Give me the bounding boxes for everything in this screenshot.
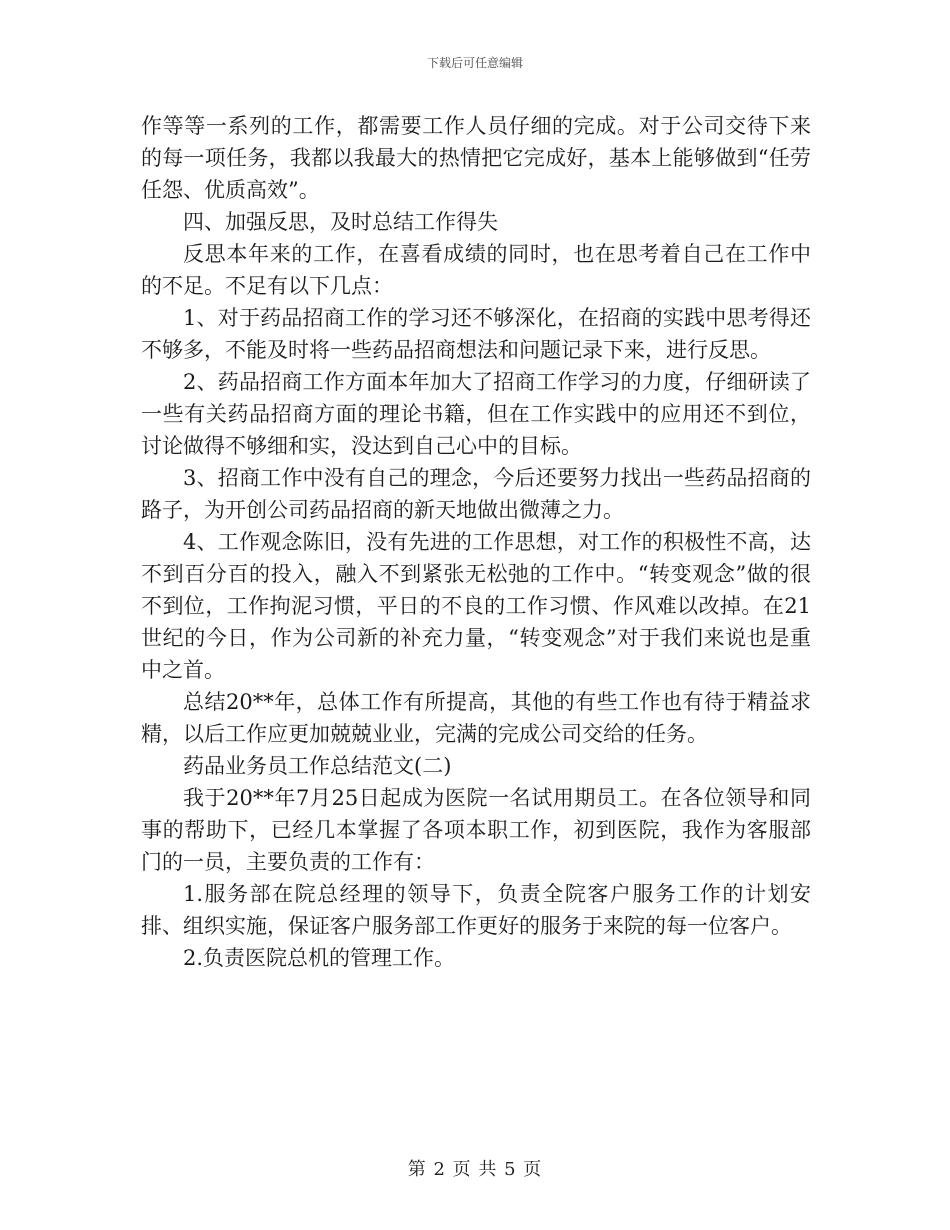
- list-item: 4、工作观念陈旧，没有先进的工作思想，对工作的积极性不高，达不到百分百的投入，融入不到紧张无松弛的工作中。“转变观念”做的很不到位，工作拘泥习惯，平日的不良的工作习惯、作风难以改掉。在21世纪的今日，作为公司新的补充力量，“转变观念”对于我们来说也是重中之首。: [141, 530, 811, 682]
- list-item: 1、对于药品招商工作的学习还不够深化，在招商的实践中思考得还不够多，不能及时将一些药品招商想法和问题记录下来，进行反思。: [141, 306, 811, 362]
- section-heading: 四、加强反思，及时总结工作得失: [183, 210, 498, 234]
- paragraph: 我于20**年7月25日起成为医院一名试用期员工。在各位领导和同事的帮助下，已经几本掌握了各项本职工作，初到医院，我作为客服部门的一员，主要负责的工作有：: [141, 786, 811, 874]
- list-item: 2.负责医院总机的管理工作。: [183, 946, 456, 970]
- page-number: 第 2 页 共 5 页: [407, 1159, 543, 1180]
- paragraph: 作等等一系列的工作，都需要工作人员仔细的完成。对于公司交待下来的每一项任务，我都以我最大的热情把它完成好，基本上能够做到“任劳任怨、优质高效”。: [141, 114, 811, 202]
- section-heading: 药品业务员工作总结范文(二): [183, 754, 452, 778]
- header-note: 下载后可任意编辑: [426, 56, 523, 70]
- paragraph: 反思本年来的工作，在喜看成绩的同时，也在思考着自己在工作中的不足。不足有以下几点：: [141, 242, 811, 298]
- list-item: 2、药品招商工作方面本年加大了招商工作学习的力度，仔细研读了一些有关药品招商方面的理论书籍，但在工作实践中的应用还不到位，讨论做得不够细和实，没达到自己心中的目标。: [141, 370, 811, 458]
- paragraph: 总结20**年，总体工作有所提高，其他的有些工作也有待于精益求精，以后工作应更加兢兢业业，完满的完成公司交给的任务。: [141, 690, 811, 746]
- document-body: [141, 110, 811, 974]
- list-item: 3、招商工作中没有自己的理念，今后还要努力找出一些药品招商的路子，为开创公司药品招商的新天地做出微薄之力。: [141, 466, 811, 522]
- list-item: 1.服务部在院总经理的领导下，负责全院客户服务工作的计划安排、组织实施，保证客户服务部工作更好的服务于来院的每一位客户。: [141, 882, 811, 938]
